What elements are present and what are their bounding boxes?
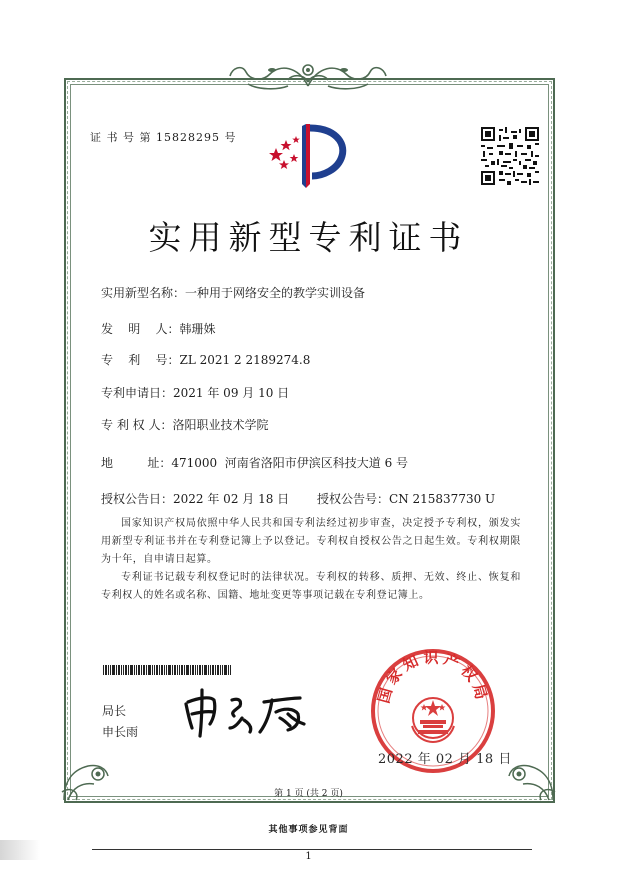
patentee-row bbox=[101, 416, 268, 433]
patentee-label: 专 利 权 人： bbox=[101, 418, 173, 432]
patentee-value: 洛阳职业技术学院 bbox=[172, 418, 269, 432]
grant-date-value: 2022 年 02 月 18 日 bbox=[173, 492, 290, 506]
utility-model-name-value: 一种用于网络安全的教学实训设备 bbox=[185, 286, 366, 300]
top-ornament-icon bbox=[228, 60, 388, 92]
footer-divider bbox=[92, 849, 532, 850]
grant-date-label: 授权公告日： bbox=[101, 492, 174, 506]
grant-date-row bbox=[101, 490, 289, 507]
footer-page-number: 1 bbox=[305, 851, 312, 862]
patent-number-label: 专 利 号： bbox=[101, 353, 180, 367]
barcode-icon bbox=[103, 660, 231, 670]
page-indicator: 第 1 页 (共 2 页) bbox=[274, 789, 343, 799]
utility-model-name-label: 实用新型名称： bbox=[101, 286, 186, 300]
svg-text:国家知识产权局 bbox=[375, 649, 492, 705]
filing-date-row bbox=[101, 384, 289, 401]
commissioner-title: 局长 bbox=[102, 704, 127, 718]
inventor-label: 发 明 人： bbox=[101, 322, 180, 336]
commissioner-name: 申长雨 bbox=[102, 725, 139, 739]
filing-date-label: 专利申请日： bbox=[101, 386, 174, 400]
seal-date: 2022 年 02 月 18 日 bbox=[378, 752, 512, 767]
certificate-number: 证 书 号 第 15828295 号 bbox=[90, 131, 237, 144]
grant-number-label: 授权公告号： bbox=[317, 492, 390, 506]
patent-number-value: ZL 2021 2 2189274.8 bbox=[179, 353, 311, 367]
grant-statement-paragraph: 国家知识产权局依照中华人民共和国专利法经过初步审查，决定授予专利权，颁发实用新型专利证书并在专利登记簿上予以登记。专利权自授权公告之日起生效。专利权期限为十年，自申请日起算。 bbox=[101, 518, 521, 565]
patent-number-row bbox=[101, 351, 310, 368]
utility-model-name-row bbox=[101, 284, 365, 301]
filing-date-value: 2021 年 09 月 10 日 bbox=[173, 386, 290, 400]
address-label: 地 址： bbox=[101, 456, 172, 470]
legal-status-paragraph: 专利证书记载专利权登记时的法律状况。专利权的转移、质押、无效、终止、恢复和专利权人的姓名或名称、国籍、地址变更等事项记载在专利登记簿上。 bbox=[101, 572, 521, 601]
footer-note: 其他事项参见背面 bbox=[268, 825, 349, 835]
handwritten-signature-icon bbox=[180, 684, 330, 742]
grant-number-value: CN 215837730 U bbox=[389, 492, 496, 506]
certificate-title: 实用新型专利证书 bbox=[148, 218, 469, 257]
address-row bbox=[101, 454, 408, 471]
inventor-value: 韩珊姝 bbox=[179, 322, 216, 336]
qr-code-icon bbox=[481, 127, 539, 185]
address-value: 471000 河南省洛阳市伊滨区科技大道 6 号 bbox=[171, 456, 409, 470]
inventor-row bbox=[101, 320, 216, 337]
grant-number-row bbox=[317, 490, 495, 507]
cnipa-logo-icon bbox=[262, 118, 352, 194]
seal-text: 国家知识产权局 bbox=[374, 648, 492, 706]
